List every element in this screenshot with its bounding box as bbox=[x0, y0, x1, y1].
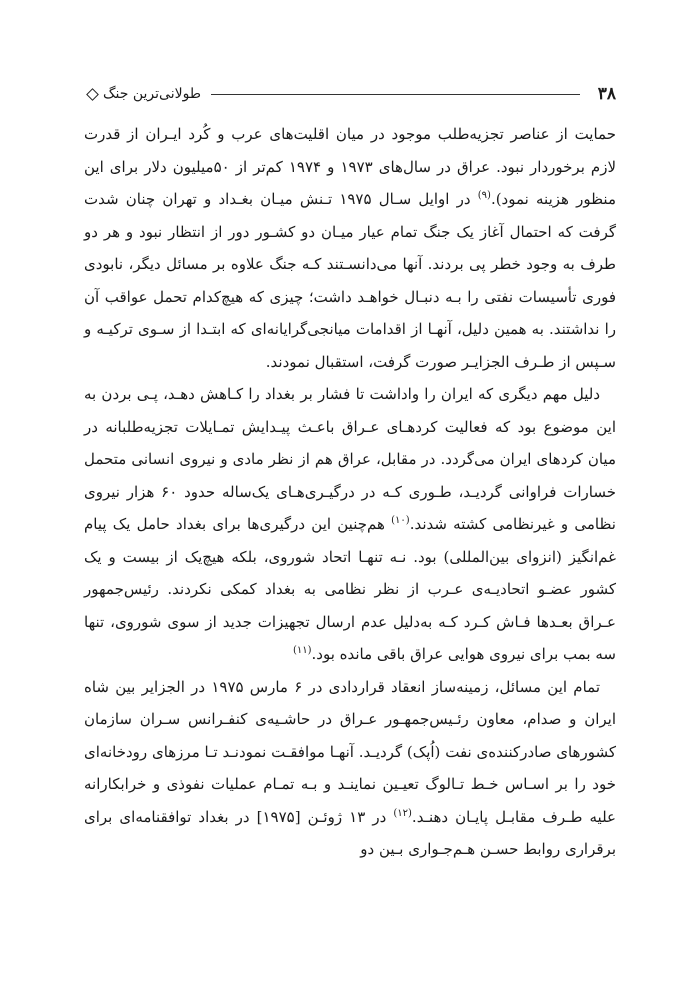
text-run: دلیل مهم دیگری که ایران را واداشت تا فشار بر بغداد را کـاهش دهـد، پـی بردن به این موضوع بود که فعالیت کردهـای عـراق باعـث پیـدایش تمـایلات تجزیه‌طلبانه در میان کردهای ایران می‌گردد. در مقابل، عراق هم از نظر مادی و نیروی انسانی متحمل خسارات فراوانی گردیـد، طـوری کـه در درگیـری‌هـای یک‌ساله حدود ۶۰ هزار نیروی نظامی و غیرنظامی کشته شدند. bbox=[84, 385, 616, 533]
text-run: تمام این مسائل، زمینه‌ساز انعقاد قراردادی در ۶ مارس ۱۹۷۵ در الجزایر بین شاه ایران و صدام، معاون رئـیس‌جمهـور عـراق در حاشـیه‌ی کنفـرانس سـران سازمان کشورهای صادرکننده‌ی نفت (اُپک) گردیـد. آنهـا موافقـت نمودنـد تـا مرزهای رودخانه‌ای خود را بر اسـاس خـط تـالوگ تعیـین نماینـد و بـه تمـام عملیات نفوذی و خرابکارانه علیه طـرف مقابـل پایـان دهنـد. bbox=[84, 677, 616, 826]
body-text bbox=[84, 118, 616, 866]
text-run: حمایت از عناصر تجزیه‌طلب موجود در میان اقلیت‌های عرب و کُرد ایـران از قدرت لازم برخوردار نبود. عراق در سال‌های ۱۹۷۳ و ۱۹۷۴ کم‌تر از ۵۰میلیون دلار برای این منظور هزینه نمود). bbox=[84, 125, 617, 208]
running-title: طولانی‌ترین جنگ bbox=[103, 86, 201, 102]
header-rule bbox=[211, 94, 580, 95]
page-number: ۳۸ bbox=[597, 84, 616, 104]
citation-marker: (۱۱) bbox=[292, 645, 312, 656]
text-run: در اوایل سـال ۱۹۷۵ تـنش میـان بغـداد و تهران چنان شدت گرفت که احتمال آغاز یک جنگ تمام عیار میـان دو کشـور دور از انتظار نبود و هر دو طرف به وجود خطر پی بردند. آنها می‌دانسـتند کـه جنگ علاوه بر مسائل دیگر، نابودی فوری تأسیسات نفتی را بـه دنبـال خواهـد داشت؛ چیزی که هیچ‌کدام تحمل عواقب آن را نداشتند. به همین دلیل، آنهـا از اقدامات میانجی‌گرایانه‌ای که ابتـدا از سـوی ترکیـه و سـپس از طـرف الجزایـر صورت گرفت، استقبال نمودند. bbox=[84, 190, 616, 371]
diamond-icon bbox=[86, 88, 99, 101]
paragraph bbox=[84, 378, 616, 671]
page-header bbox=[84, 82, 616, 106]
citation-marker: (۱۰) bbox=[391, 515, 410, 526]
citation-marker: (۱۲) bbox=[393, 807, 412, 819]
text-run: هم‌چنین این درگیری‌ها برای بغداد حامل یک پیام غم‌انگیز (انزوای بین‌المللی) بود. نـه تنهـا اتحاد شوروی، بلکه هیچ‌یک از بیست و یک کشور عضـو اتحادیـه‌ی عـرب از نظر نظامی به بغداد کمکی نکردند. رئیس‌جمهور عـراق بعـدها فـاش کـرد کـه به‌دلیل عدم ارسال تجهیزات جدید از سوی شوروی، تنها سه بمب برای نیروی هوایی عراق باقی مانده بود. bbox=[84, 515, 616, 663]
citation-marker: (۹) bbox=[477, 190, 491, 201]
text-run: در ۱۳ ژوئـن [۱۹۷۵] در بغداد توافقنامه‌ای برای برقراری روابط حسـن هـم‌جـواری بـین دو bbox=[84, 807, 616, 858]
paragraph bbox=[84, 671, 616, 866]
paragraph bbox=[84, 118, 616, 378]
